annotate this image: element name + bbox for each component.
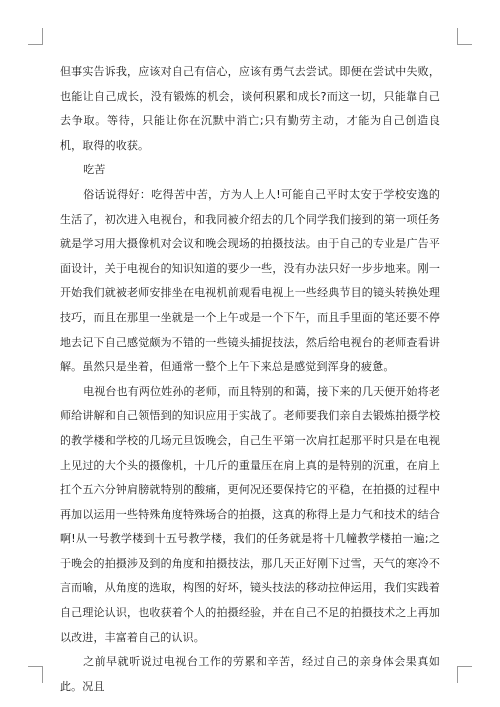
crop-mark-bottom-right [457, 666, 472, 683]
section-heading: 吃苦 [83, 163, 106, 177]
crop-mark-bottom-left [28, 666, 43, 683]
paragraph-4: 之前早就听说过电视台工作的劳累和辛苦，经过自己的亲身体会果真如此。况且 [60, 655, 440, 693]
crop-mark-top-left [28, 28, 43, 45]
document-body [60, 60, 440, 699]
paragraph-1: 但事实告诉我，应该对自己有信心，应该有勇气去尝试。即便在尝试中失败，也能让自己成长，没有锻炼的机会，谈何积累和成长?而这一切，只能靠自己去争取。等待，只能让你在沉默中消亡;只有勤劳主动，才能为自己创造良机，取得的收获。 [60, 65, 440, 152]
paragraph-2: 俗话说得好：吃得苦中苦，方为人上人!可能自己平时太安于学校安逸的生活了，初次进入电视台，和我同被介绍去的几个同学我们接到的第一项任务就是学习用大摄像机对会议和晚会现场的拍摄技法。由于自己的专业是广告平面设计，关于电视台的知识知道的要少一些，没有办法只好一步步地来。刚一开始我们就被老师安排坐在电视机前观看电视上一些经典节目的镜头转换处理技巧，而且在那里一坐就是一个上午或是一个下午，而且手里面的笔还要不停地去记下自己感觉颇为不错的一些镜头捕捉技法，然后给电视台的老师查看讲解。虽然只是坐着，但通常一整个上午下来总是感觉到浑身的疲惫。 [60, 187, 440, 374]
paragraph-3: 电视台也有两位姓孙的老师，而且特别的和蔼，接下来的几天便开始将老师给讲解和自己领悟到的知识应用于实战了。老师要我们亲自去锻炼拍摄学校的教学楼和学校的几场元旦饭晚会，自己生平第一次肩扛起那平时只是在电视上见过的大个头的摄像机，十几斤的重量压在肩上真的是特别的沉重，在肩上扛个五六分钟肩膀就特别的酸痛，更何况还要保持它的平稳，在拍摄的过程中再加以运用一些特殊角度特殊场合的拍摄，这真的称得上是力气和技术的结合啊!从一号教学楼到十五号教学楼，我们的任务就是将十几幢教学楼拍一遍;之于晚会的拍摄涉及到的角度和拍摄技法，那几天正好刚下过雪，天气的寒冷不言而喻，从角度的选取，构图的好坏，镜头技法的移动拉伸运用，我们实践着自己理论认识，也收获着个人的拍摄经验，并在自己不足的拍摄技术之上再加以改进，丰富着自己的认识。 [60, 384, 440, 644]
crop-mark-top-right [457, 28, 472, 45]
